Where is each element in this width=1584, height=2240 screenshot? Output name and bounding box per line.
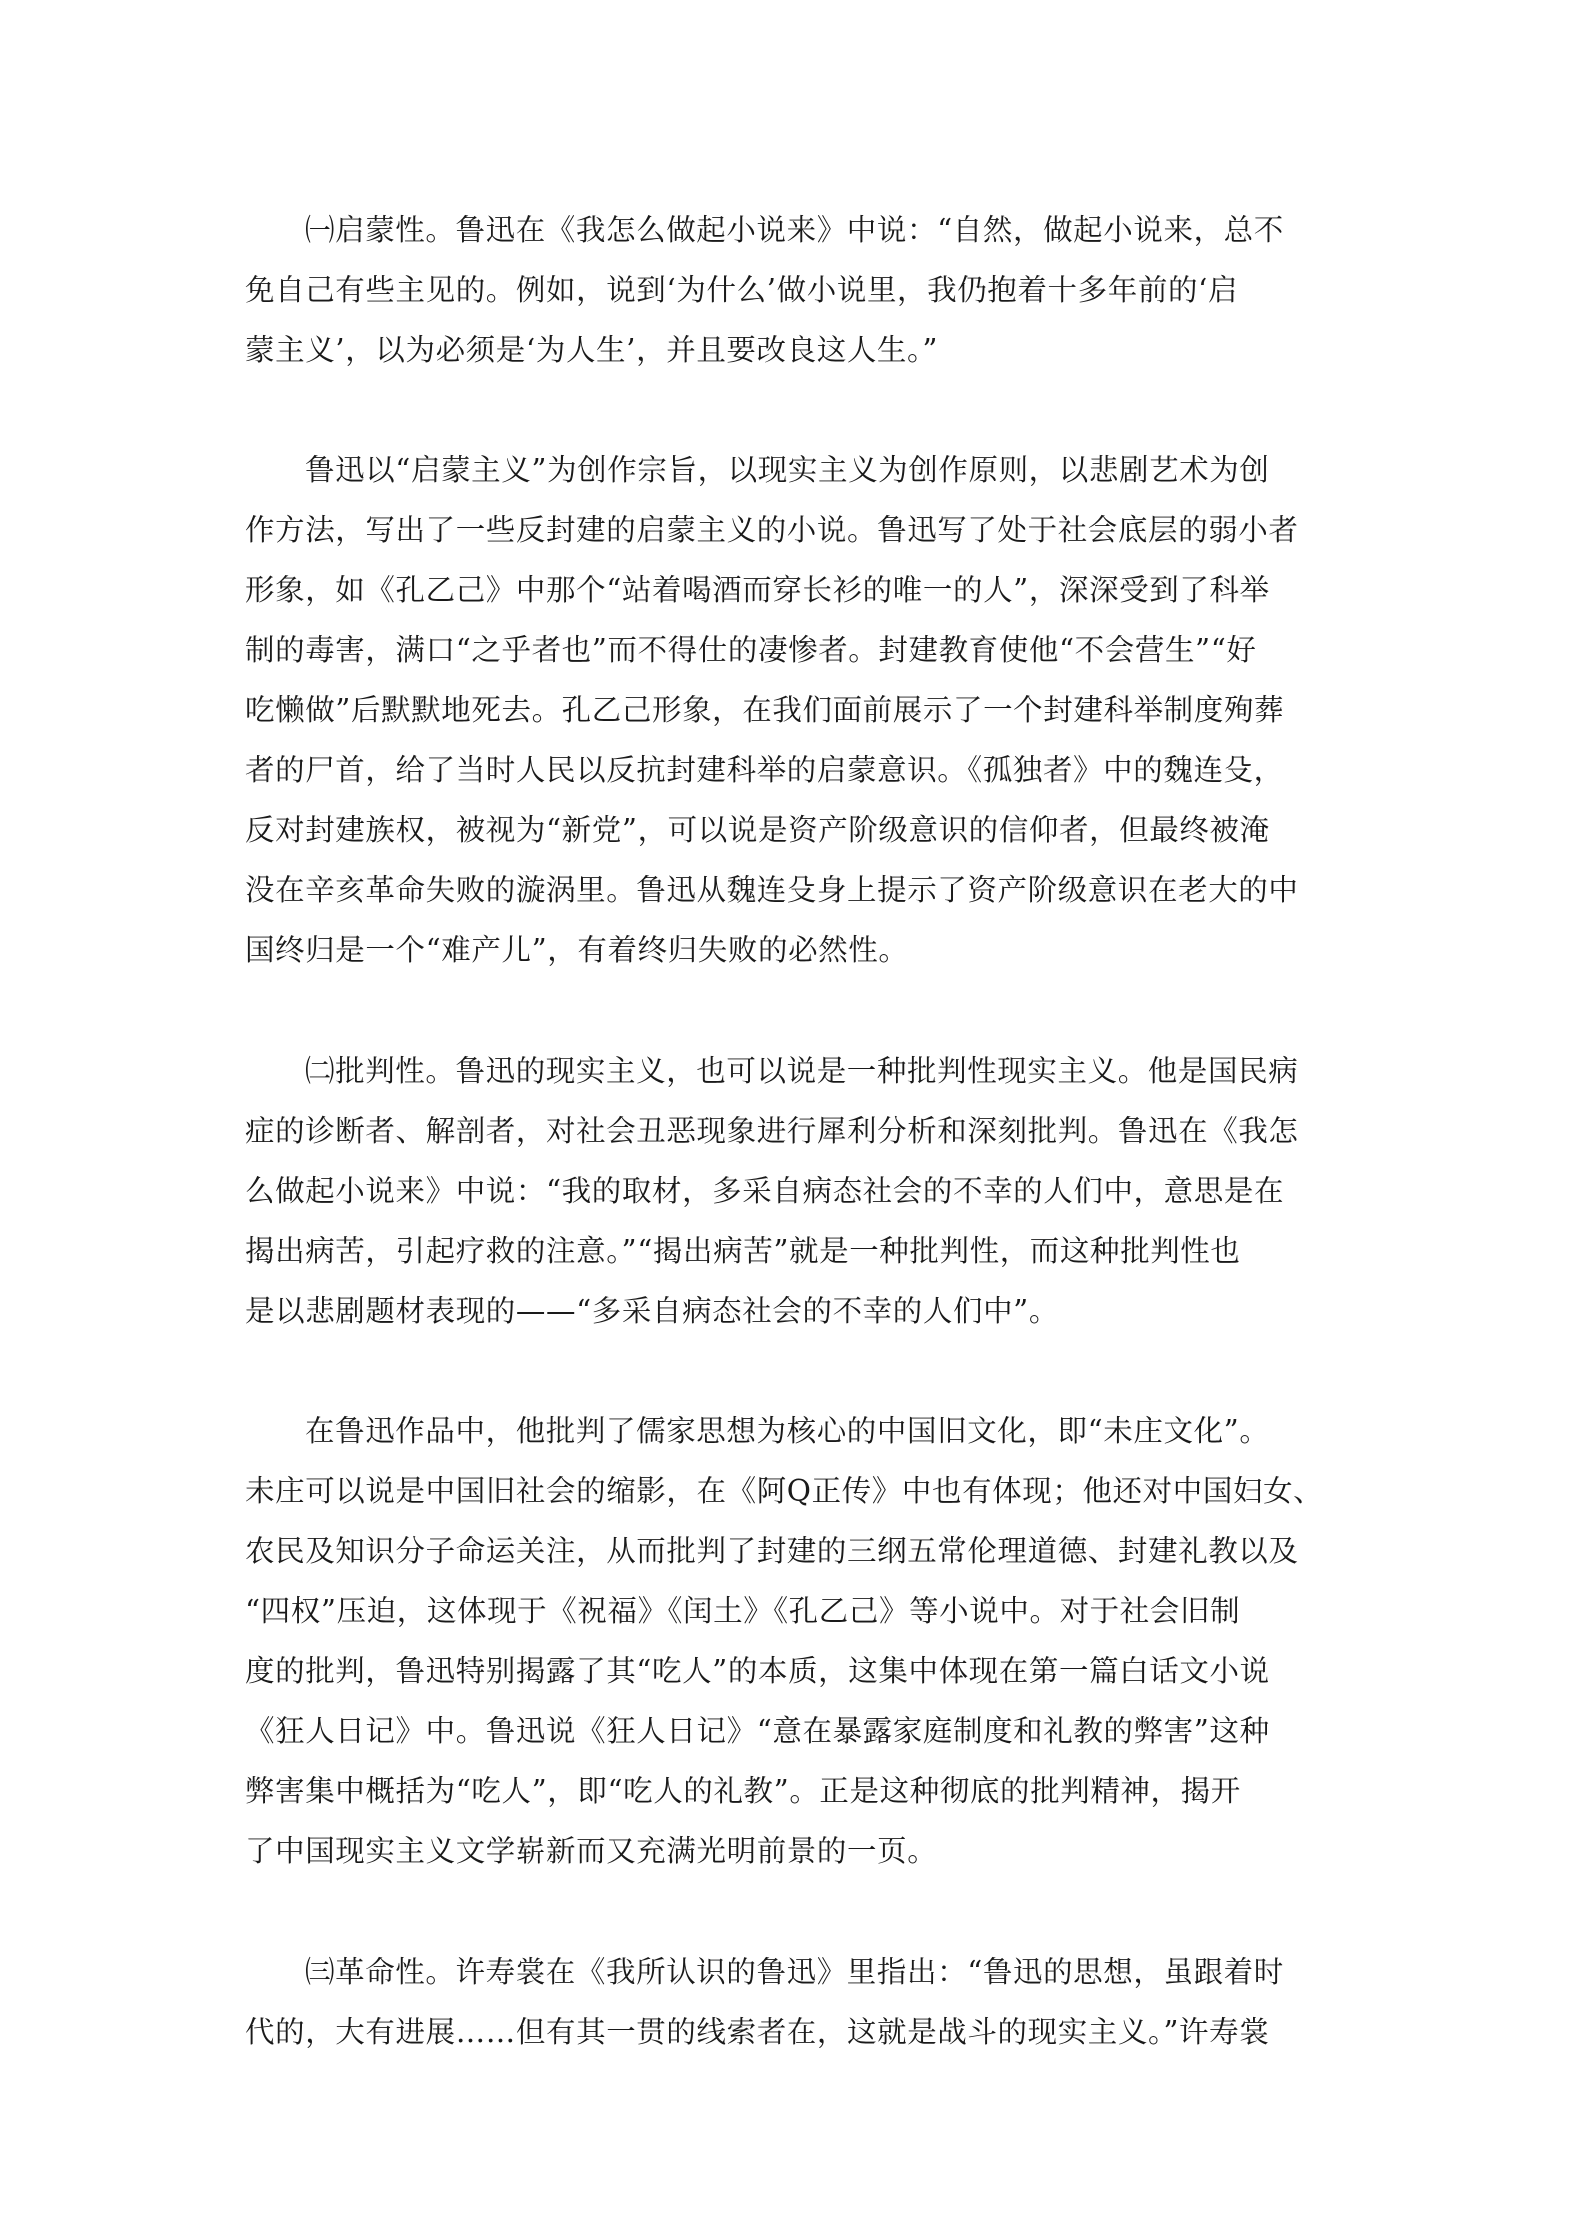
paragraph-critique	[245, 1041, 1343, 1341]
text-line: 代的，大有进展……但有其一贯的线索者在，这就是战斗的现实主义。”许寿裳	[245, 2015, 1270, 2049]
text-line: 蒙主义’，以为必须是‘为人生’，并且要改良这人生。”	[245, 333, 939, 367]
paragraph-critique-detail	[245, 1401, 1343, 1881]
paragraph-spacer	[245, 380, 1343, 440]
text-line: 在鲁迅作品中，他批判了儒家思想为核心的中国旧文化，即“未庄文化”。	[305, 1414, 1270, 1448]
paragraph-enlightenment	[245, 200, 1343, 380]
text-line: 作方法，写出了一些反封建的启蒙主义的小说。鲁迅写了处于社会底层的弱小者	[245, 513, 1299, 547]
text-line: 农民及知识分子命运关注，从而批判了封建的三纲五常伦理道德、封建礼教以及	[245, 1534, 1299, 1568]
text-line: 吃懒做”后默默地死去。孔乙己形象，在我们面前展示了一个封建科举制度殉葬	[245, 693, 1285, 727]
text-line: 了中国现实主义文学崭新而又充满光明前景的一页。	[245, 1834, 938, 1868]
text-line: 者的尸首，给了当时人民以反抗封建科举的启蒙意识。《孤独者》中的魏连殳，	[245, 753, 1284, 787]
text-line: 度的批判，鲁迅特别揭露了其“吃人”的本质，这集中体现在第一篇白话文小说	[245, 1654, 1270, 1688]
text-line: “四权”压迫，这体现于《祝福》《闰土》《孔乙己》等小说中。对于社会旧制	[245, 1594, 1241, 1628]
text-line: 未庄可以说是中国旧社会的缩影，在《阿Q正传》中也有体现；他还对中国妇女、	[245, 1474, 1324, 1508]
paragraph-spacer	[245, 1881, 1343, 1942]
text-line: 国终归是一个“难产儿”，有着终归失败的必然性。	[245, 933, 909, 967]
text-line: 弊害集中概括为“吃人”，即“吃人的礼教”。正是这种彻底的批判精神，揭开	[245, 1774, 1241, 1808]
text-line: 《狂人日记》中。鲁迅说《狂人日记》“意在暴露家庭制度和礼教的弊害”这种	[245, 1714, 1270, 1748]
text-line: ㈢革命性。许寿裳在《我所认识的鲁迅》里指出：“鲁迅的思想，虽跟着时	[305, 1955, 1284, 1989]
text-line: 免自己有些主见的。例如，说到‘为什么’做小说里，我仍抱着十多年前的‘启	[245, 273, 1239, 307]
text-line: 是以悲剧题材表现的——“多采自病态社会的不幸的人们中”。	[245, 1294, 1059, 1328]
paragraph-spacer	[245, 980, 1343, 1041]
text-line: 形象，如《孔乙己》中那个“站着喝酒而穿长衫的唯一的人”，深深受到了科举	[245, 573, 1270, 607]
text-line: 鲁迅以“启蒙主义”为创作宗旨，以现实主义为创作原则，以悲剧艺术为创	[305, 453, 1270, 487]
paragraph-enlightenment-detail	[245, 440, 1343, 980]
text-line: ㈠启蒙性。鲁迅在《我怎么做起小说来》中说：“自然，做起小说来，总不	[305, 213, 1284, 247]
text-line: 揭出病苦，引起疗救的注意。”“揭出病苦”就是一种批判性，而这种批判性也	[245, 1234, 1241, 1268]
paragraph-spacer	[245, 1341, 1343, 1401]
paragraph-revolutionary	[245, 1942, 1343, 2062]
text-line: 症的诊断者、解剖者，对社会丑恶现象进行犀利分析和深刻批判。鲁迅在《我怎	[245, 1114, 1299, 1148]
body-text	[245, 200, 1343, 2062]
text-line: 制的毒害，满口“之乎者也”而不得仕的凄惨者。封建教育使他“不会营生”“好	[245, 633, 1257, 667]
text-line: 反对封建族权，被视为“新党”，可以说是资产阶级意识的信仰者，但最终被淹	[245, 813, 1270, 847]
text-line: 么做起小说来》中说：“我的取材，多采自病态社会的不幸的人们中，意思是在	[245, 1174, 1285, 1208]
text-line: ㈡批判性。鲁迅的现实主义，也可以说是一种批判性现实主义。他是国民病	[305, 1054, 1299, 1088]
text-line: 没在辛亥革命失败的漩涡里。鲁迅从魏连殳身上提示了资产阶级意识在老大的中	[245, 873, 1299, 907]
